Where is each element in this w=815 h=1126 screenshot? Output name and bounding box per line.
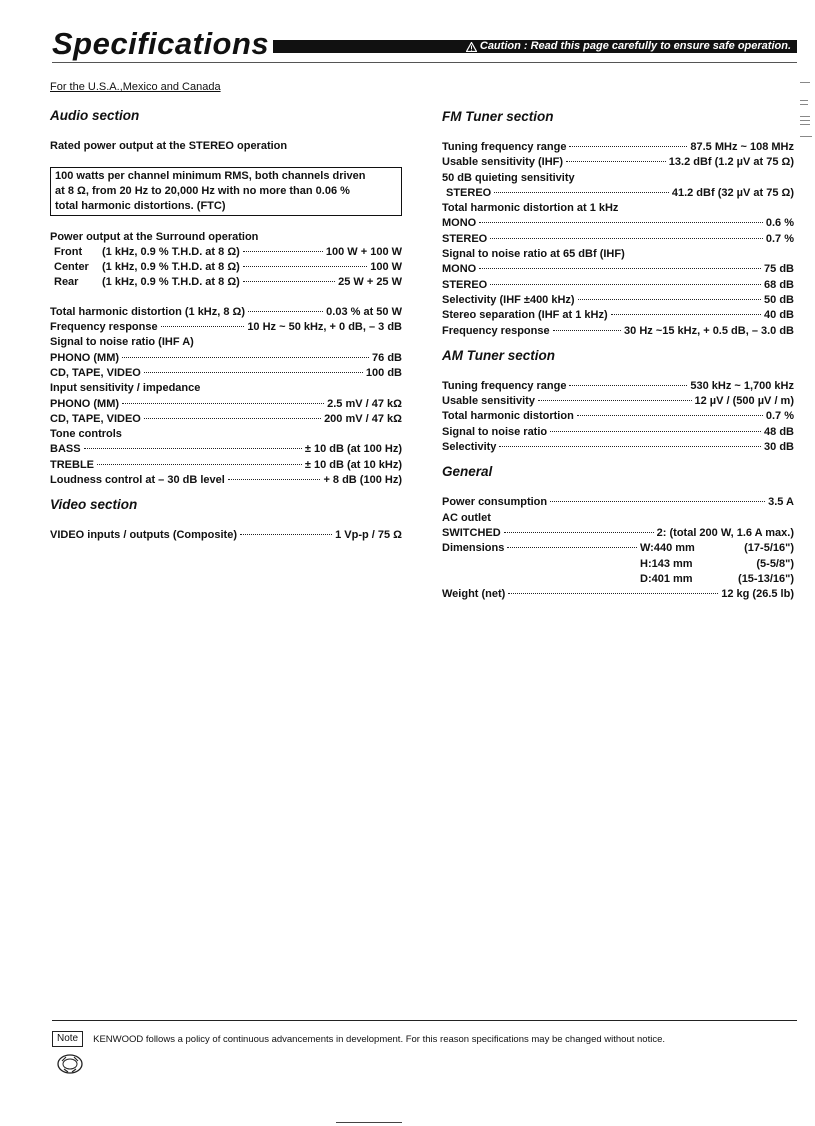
spec-label: Total harmonic distortion (1 kHz, 8 Ω) [50, 305, 246, 318]
leader-dots [248, 311, 323, 312]
spec-value: 87.5 MHz ~ 108 MHz [690, 141, 794, 153]
spec-label: MONO [442, 217, 477, 230]
region-heading: For the U.S.A.,Mexico and Canada [50, 81, 221, 93]
ftc-rating-box [50, 167, 402, 216]
spec-row-dimensions [442, 541, 794, 556]
leader-dots [490, 284, 761, 285]
spec-value: 3.5 A [768, 496, 794, 509]
spec-row-fm-frequency [442, 324, 794, 339]
surround-row-center [50, 260, 402, 275]
spec-label: CD, TAPE, VIDEO [50, 412, 141, 425]
spec-row-fm-usable [442, 155, 794, 170]
leader-dots [569, 385, 687, 386]
spec-value: 12 µV / (500 µV / m) [694, 395, 794, 408]
ftc-line: total harmonic distortions. (FTC) [55, 199, 226, 212]
spec-label: MONO [442, 263, 477, 276]
surround-value: 25 W + 25 W [338, 276, 402, 289]
surround-condition: (1 kHz, 0.9 % T.H.D. at 8 Ω) [102, 245, 240, 258]
video-section-title: Video section [50, 497, 138, 513]
surround-position: Center [54, 261, 89, 274]
leader-dots [508, 593, 718, 594]
spec-label: Total harmonic distortion [442, 410, 574, 423]
spec-value: 530 kHz ~ 1,700 kHz [690, 379, 794, 392]
spec-row-switched [442, 526, 794, 541]
surround-heading: Power output at the Surround operation [50, 230, 259, 243]
spec-value: 50 dB [764, 293, 794, 306]
spec-value: 0.7 % [765, 410, 794, 423]
leader-dots [499, 446, 761, 447]
spec-row-fm-separation [442, 308, 794, 323]
spec-label: CD, TAPE, VIDEO [50, 366, 141, 379]
spec-value: 2: (total 200 W, 1.6 A max.) [656, 526, 794, 539]
audio-section-title: Audio section [50, 108, 140, 124]
dimension-inch: (17-5/16") [744, 542, 794, 555]
page-footer [52, 1020, 797, 1047]
spec-value: 41.2 dBf (32 µV at 75 Ω) [671, 186, 794, 199]
spec-value: 76 dB [372, 351, 402, 364]
surround-position: Rear [54, 276, 79, 289]
dimension-inch: (15-13/16") [738, 572, 794, 585]
spec-row-am-snr [442, 425, 794, 440]
spec-row-input-phono [50, 397, 402, 412]
spec-value: 1 Vp-p / 75 Ω [335, 529, 402, 542]
spec-label: Frequency response [442, 324, 550, 337]
leader-dots [97, 464, 302, 465]
leader-dots [240, 534, 332, 535]
spec-row-fm-thd-stereo [442, 232, 794, 247]
spec-label: STEREO [442, 232, 488, 245]
spec-row-fm-thd-mono [442, 216, 794, 231]
surround-position: Front [54, 245, 83, 258]
footer-rule [52, 1020, 797, 1021]
spec-row-treble [50, 458, 402, 473]
dimension-mm: H:143 mm [640, 557, 693, 570]
page-header [52, 27, 797, 63]
leader-dots [553, 330, 621, 331]
am-section-title: AM Tuner section [442, 347, 556, 363]
leader-dots [122, 403, 324, 404]
spec-label: Selectivity [442, 441, 497, 454]
spec-label: Selectivity (IHF ±400 kHz) [442, 293, 575, 306]
leader-dots [611, 314, 761, 315]
leader-dots [507, 547, 637, 548]
dimension-inch: (5-5/8") [756, 557, 794, 570]
spec-value: 68 dB [764, 278, 794, 291]
caution-banner [460, 40, 797, 53]
spec-value: 75 dB [764, 263, 794, 276]
left-column [50, 80, 402, 544]
caution-text: Caution : Read this page carefully to ensure safe operation. [479, 40, 791, 52]
spec-row-frequency-response [50, 320, 402, 335]
spec-value: 0.03 % at 50 W [326, 305, 402, 318]
spec-value: ± 10 dB (at 10 kHz) [304, 458, 402, 471]
leader-dots [490, 238, 763, 239]
spec-value: 30 dB [764, 441, 794, 454]
spec-row-fm-selectivity [442, 293, 794, 308]
spec-label: Usable sensitivity [442, 395, 535, 408]
spec-row-power [442, 495, 794, 510]
fm-section-title: FM Tuner section [442, 109, 554, 124]
spec-label: PHONO (MM) [50, 397, 120, 410]
leader-dots [566, 161, 666, 162]
spec-row-snr-phono [50, 351, 402, 366]
dimension-width [640, 541, 794, 556]
spec-label: STEREO [442, 278, 488, 291]
surround-row-front [50, 245, 402, 260]
surround-value: 100 W + 100 W [325, 245, 402, 258]
spec-value: ± 10 dB (at 100 Hz) [304, 443, 402, 456]
spec-row-depth [442, 572, 794, 587]
margin-marks [800, 80, 812, 140]
spec-value: 100 dB [365, 366, 402, 379]
fm-thd-heading: Total harmonic distortion at 1 kHz [442, 202, 619, 215]
spec-label: Tuning frequency range [442, 379, 567, 392]
leader-dots [504, 532, 654, 533]
spec-label: Dimensions [442, 542, 505, 555]
leader-dots [243, 281, 335, 282]
spec-label: TREBLE [50, 458, 94, 471]
leader-dots [577, 415, 763, 416]
leader-dots [538, 400, 692, 401]
spec-row-am-usable [442, 394, 794, 409]
spec-label: Signal to noise ratio [442, 425, 548, 438]
spec-row-am-selectivity [442, 440, 794, 455]
spec-label: Loudness control at – 30 dB level [50, 474, 225, 487]
leader-dots [479, 222, 763, 223]
right-column [442, 108, 794, 602]
spec-label: Tuning frequency range [442, 141, 567, 153]
leader-dots [243, 251, 323, 252]
spec-row-loudness [50, 473, 402, 488]
ftc-line: 100 watts per channel minimum RMS, both channels driven [55, 169, 366, 182]
spec-row-fm-tuning [442, 140, 794, 155]
surround-row-rear [50, 275, 402, 290]
spec-row-am-thd [442, 409, 794, 424]
snr-heading: Signal to noise ratio (IHF A) [50, 336, 194, 349]
spec-value: 40 dB [764, 309, 794, 322]
spec-value: 30 Hz ~15 kHz, + 0.5 dB, – 3.0 dB [624, 324, 794, 337]
leader-dots [569, 146, 687, 147]
leader-dots [228, 479, 321, 480]
spec-row-thd [50, 305, 402, 320]
spec-value: 12 kg (26.5 lb) [721, 588, 794, 601]
dimension-mm: D:401 mm [640, 572, 693, 585]
footer-notice-row [52, 1031, 797, 1047]
spec-label: SWITCHED [442, 526, 501, 539]
spec-row-video [50, 528, 402, 543]
warning-icon [466, 42, 477, 52]
leader-dots [479, 268, 761, 269]
general-section-title: General [442, 464, 493, 480]
spec-label: Usable sensitivity (IHF) [442, 156, 564, 169]
tone-controls-heading: Tone controls [50, 428, 122, 441]
page-title: Specifications [52, 27, 273, 61]
leader-dots [243, 266, 367, 267]
spec-row-weight [442, 587, 794, 602]
surround-condition: (1 kHz, 0.9 % T.H.D. at 8 Ω) [102, 261, 240, 274]
rated-power-heading: Rated power output at the STEREO operation [50, 140, 288, 153]
spec-value: 10 Hz ~ 50 kHz, + 0 dB, – 3 dB [247, 321, 402, 334]
leader-dots [144, 418, 321, 419]
spec-row-fm-quiet-stereo [442, 186, 794, 201]
spec-row-height [442, 557, 794, 572]
surround-value: 100 W [370, 261, 402, 274]
bottom-rule [336, 1122, 402, 1123]
dimension-height [640, 557, 794, 572]
input-sensitivity-heading: Input sensitivity / impedance [50, 382, 201, 395]
leader-dots [550, 501, 765, 502]
leader-dots [550, 431, 761, 432]
fm-quieting-heading: 50 dB quieting sensitivity [442, 171, 575, 184]
spec-row-snr-cd [50, 366, 402, 381]
spec-value: 200 mV / 47 kΩ [324, 412, 402, 425]
note-label: Note [52, 1031, 83, 1047]
spec-label: VIDEO inputs / outputs (Composite) [50, 529, 237, 542]
spec-value: 2.5 mV / 47 kΩ [327, 397, 402, 410]
spec-row-bass [50, 442, 402, 457]
leader-dots [578, 299, 761, 300]
spec-label: STEREO [446, 186, 492, 199]
dimension-mm: W:440 mm [640, 542, 695, 555]
spec-label: Power consumption [442, 496, 548, 509]
header-rule [52, 62, 797, 63]
spec-value: + 8 dB (100 Hz) [323, 474, 402, 487]
spec-label: Frequency response [50, 321, 158, 334]
leader-dots [144, 372, 363, 373]
spec-label: BASS [50, 443, 81, 456]
spec-row-fm-snr-mono [442, 262, 794, 277]
leader-dots [84, 448, 302, 449]
spec-label: Stereo separation (IHF at 1 kHz) [442, 309, 608, 322]
spec-label: PHONO (MM) [50, 351, 120, 364]
dimension-depth [640, 572, 794, 587]
spec-label: Weight (net) [442, 588, 506, 601]
footer-notice: KENWOOD follows a policy of continuous advancements in development. For this reason specifications may be changed without notice. [93, 1033, 665, 1045]
spec-value: 48 dB [764, 425, 794, 438]
surround-condition: (1 kHz, 0.9 % T.H.D. at 8 Ω) [102, 276, 240, 289]
leader-dots [122, 357, 369, 358]
ac-outlet-heading: AC outlet [442, 511, 491, 524]
spec-row-fm-snr-stereo [442, 278, 794, 293]
leader-dots [494, 192, 669, 193]
recycle-logo-icon [56, 1053, 84, 1075]
spec-value: 0.6 % [765, 217, 794, 230]
spec-row-input-cd [50, 412, 402, 427]
ftc-line: at 8 Ω, from 20 Hz to 20,000 Hz with no more than 0.06 % [55, 184, 350, 197]
leader-dots [161, 326, 245, 327]
spec-value: 13.2 dBf (1.2 µV at 75 Ω) [668, 156, 794, 169]
fm-snr-heading: Signal to noise ratio at 65 dBf (IHF) [442, 248, 625, 261]
spec-value: 0.7 % [765, 232, 794, 245]
spec-row-am-tuning [442, 379, 794, 394]
